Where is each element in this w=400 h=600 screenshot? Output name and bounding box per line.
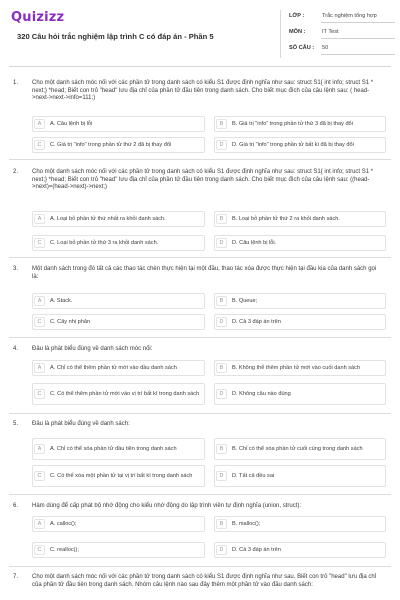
option-text: A. Chỉ có thể xóa phần tử đầu tiên trong danh sách [50, 445, 177, 452]
question-divider [9, 413, 391, 414]
quizizz-logo[interactable]: Quizizz [11, 10, 65, 25]
option-text: C. Loại bỏ phần tử thứ 3 ra khỏi danh sách. [50, 239, 159, 246]
option-text: D. Cả 3 đáp án trên [232, 546, 281, 553]
option-letter: D [216, 545, 227, 555]
meta-value: IT Test [322, 29, 339, 35]
option-d[interactable] [214, 235, 386, 251]
question-number: 7. [13, 574, 19, 580]
question-text: Cho một danh sách móc nối với các phần tử trong danh sách có kiểu S1 được định nghĩa như sau: struct S1{ int info; struct S1 * next;} *head; Biết con trỏ "head" lưu địa chỉ của phần tử đầu tiên trong danh sách. Cho biết mục đích của câu lệnh sau: ( head->next->next->info=111;) [32, 80, 374, 102]
option-letter: A [34, 119, 45, 129]
question-divider [9, 337, 391, 338]
meta-underline [321, 22, 395, 23]
option-c[interactable] [32, 542, 205, 558]
meta-subject [289, 29, 397, 43]
option-text: D. Câu lệnh bị lỗi. [232, 239, 277, 246]
option-letter: C [34, 545, 45, 555]
option-text: B. Không thể thêm phần tử mới vào cuối danh sách [232, 364, 361, 371]
question-text: Cho một danh sách móc nối với các phần tử trong danh sách có kiểu S1 được định nghĩa như sau: struct S1{ int info; struct S1 * next;} *head; Biết con trỏ "head" lưu địa chỉ của phần tử đầu tiên trong danh sách. Cho biết mục đích của câu lệnh sau: ((head->next)=(head->next)->next;) [32, 169, 374, 191]
option-text: C. Giá trị "info" trong phần tử thứ 2 đã bị thay đổi [50, 141, 172, 148]
option-d[interactable] [214, 542, 386, 558]
option-a[interactable] [32, 516, 205, 532]
option-d[interactable] [214, 314, 386, 330]
question-number: 4. [13, 346, 19, 352]
question-number: 1. [13, 80, 19, 86]
meta-question-count [289, 45, 397, 59]
question-text: Đâu là phát biểu đúng về danh sách móc nối: [32, 346, 153, 352]
option-d[interactable] [214, 465, 386, 487]
question-number: 6. [13, 503, 19, 509]
option-text: D. Giá trị "info" trong phần tử bất kì đã bị thay đổi [232, 141, 354, 148]
option-b[interactable] [214, 438, 386, 460]
option-d[interactable] [214, 383, 386, 405]
option-c[interactable] [32, 314, 205, 330]
option-a[interactable] [32, 438, 205, 460]
option-a[interactable] [32, 360, 205, 376]
header-rule [9, 66, 391, 67]
option-c[interactable] [32, 235, 205, 251]
option-text: A. calloc(); [50, 520, 77, 527]
option-text: C. Có thể thêm phần tử mới vào vị trí bất kì trong danh sách [50, 390, 200, 397]
option-d[interactable] [214, 137, 386, 153]
option-letter: D [216, 140, 227, 150]
question-number: 3. [13, 266, 19, 272]
option-text: B. Giá trị "info" trong phần tử thứ 3 đã bị thay đổi [232, 120, 353, 127]
option-b[interactable] [214, 211, 386, 227]
option-text: B. Queue; [232, 297, 258, 304]
option-letter: B [216, 119, 227, 129]
page-title: 320 Câu hỏi trắc nghiệm lập trình C có đáp án - Phần 5 [17, 32, 214, 41]
option-letter: A [34, 296, 45, 306]
option-b[interactable] [214, 116, 386, 132]
meta-label: LỚP : [289, 13, 305, 19]
option-text: A. Loại bỏ phần tử thứ nhất ra khỏi danh sách. [50, 215, 166, 222]
question-text: Cho một danh sách móc nối với các phần tử trong danh sách có kiểu S1 được định nghĩa như sau. Biết con trỏ "head" lưu địa chỉ của phần tử đầu tiên trong danh sách. Nhóm câu lệnh nào sau đây thêm một phần tử vào đầu danh sách: [32, 574, 377, 588]
option-letter: C [34, 317, 45, 327]
option-a[interactable] [32, 211, 205, 227]
meta-label: SỐ CÂU : [289, 45, 315, 51]
question-divider [9, 494, 391, 495]
meta-class [289, 13, 397, 27]
option-letter: A [34, 519, 45, 529]
question-text: Một danh sách trong đó tất cả các thao tác chèn thực hiện tại một đầu, thao tác xóa được thực hiện tại đầu kia của danh sách gọi là: [32, 266, 377, 280]
option-text: A. Chỉ có thể thêm phần tử mới vào đầu danh sách [50, 364, 177, 371]
option-c[interactable] [32, 383, 205, 405]
option-letter: C [34, 471, 45, 481]
option-text: C. Cây nhị phân [50, 318, 91, 325]
option-text: D. Không câu nào đúng [232, 390, 291, 397]
meta-value: Trắc nghiệm tổng hợp [322, 13, 377, 19]
option-letter: B [216, 444, 227, 454]
option-b[interactable] [214, 360, 386, 376]
option-letter: B [216, 214, 227, 224]
meta-label: MÔN : [289, 29, 306, 35]
question-divider [9, 257, 391, 258]
question-number: 2. [13, 169, 19, 175]
option-letter: C [34, 238, 45, 248]
option-letter: B [216, 363, 227, 373]
worksheet-header [0, 0, 400, 63]
option-text: C. realloc(); [50, 546, 79, 553]
option-a[interactable] [32, 116, 205, 132]
option-text: D. Tất cả đều sai [232, 472, 275, 479]
option-letter: C [34, 389, 45, 399]
question-divider [9, 159, 391, 160]
meta-value: 50 [322, 45, 329, 51]
option-text: C. Có thể xóa một phần tử tại vị trí bất kì trong danh sách [50, 472, 193, 479]
meta-underline [321, 54, 395, 55]
option-letter: A [34, 363, 45, 373]
question-text: Đâu là phát biểu đúng về danh sách: [32, 421, 130, 427]
question-number: 5. [13, 421, 19, 427]
option-text: A. Stack. [50, 297, 73, 304]
header-divider [280, 10, 281, 58]
question-text: Hàm dùng để cấp phát bộ nhớ động cho kiểu nhớ động do lập trình viên tự định nghĩa (union, struct): [32, 503, 302, 509]
option-letter: B [216, 519, 227, 529]
option-text: D. Cả 3 đáp án trên [232, 318, 281, 325]
option-letter: A [34, 214, 45, 224]
question-divider [9, 566, 391, 567]
option-letter: C [34, 140, 45, 150]
option-text: B. malloc(); [232, 520, 261, 527]
option-letter: B [216, 296, 227, 306]
meta-underline [321, 38, 395, 39]
option-text: A. Câu lệnh bị lỗi [50, 120, 93, 127]
option-c[interactable] [32, 465, 205, 487]
option-letter: A [34, 444, 45, 454]
option-b[interactable] [214, 516, 386, 532]
option-letter: D [216, 471, 227, 481]
option-a[interactable] [32, 293, 205, 309]
option-text: B. Loại bỏ phần tử thứ 2 ra khỏi danh sách. [232, 215, 340, 222]
option-text: B. Chỉ có thể xóa phần tử cuối cùng trong danh sách [232, 445, 363, 452]
option-letter: D [216, 389, 227, 399]
option-c[interactable] [32, 137, 205, 153]
option-letter: D [216, 238, 227, 248]
option-letter: D [216, 317, 227, 327]
option-b[interactable] [214, 293, 386, 309]
